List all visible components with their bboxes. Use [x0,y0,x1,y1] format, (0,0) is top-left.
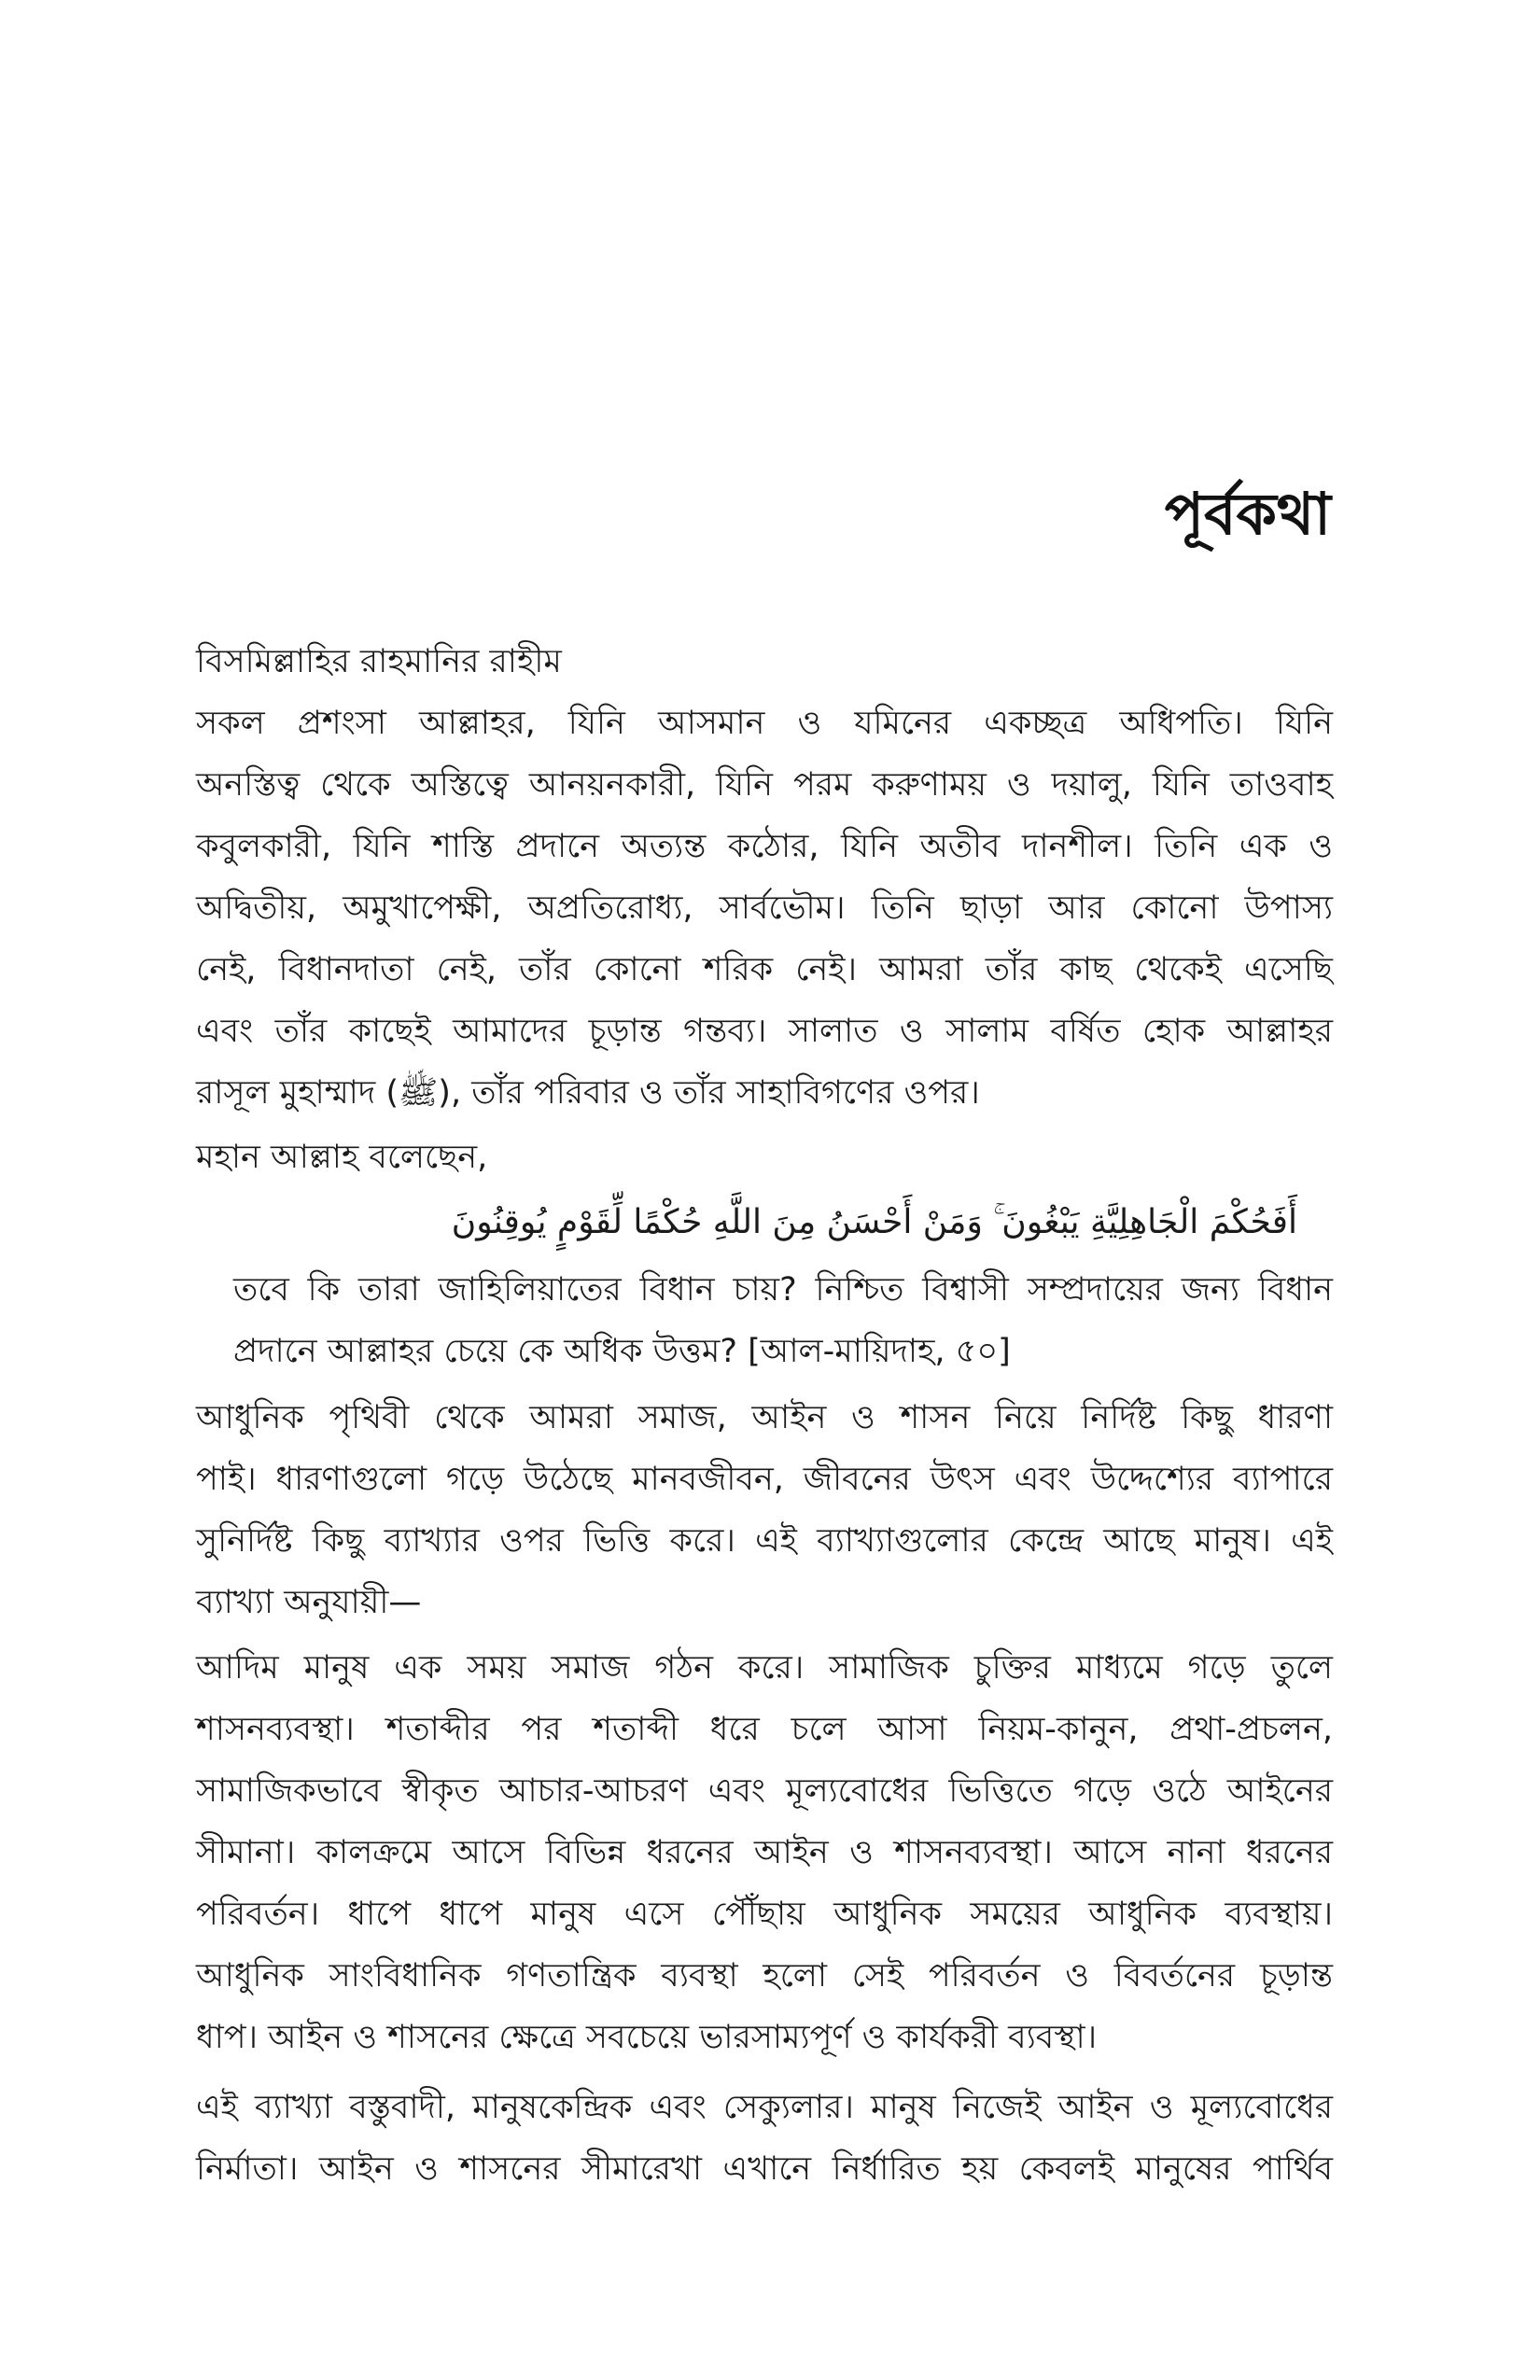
paragraph-3-line: পরিবর্তন। ধাপে ধাপে মানুষ এসে পৌঁছায় আধুনিক সময়ের আধুনিক ব্যবস্থায়। [196,1896,1333,1933]
bismillah-line: বিসমিল্লাহির রাহমানির রাহীম [196,643,562,680]
paragraph-1-line: অদ্বিতীয়, অমুখাপেক্ষী, অপ্রতিরোধ্য, সার্বভৌম। তিনি ছাড়া আর কোনো উপাস্য [196,889,1333,927]
paragraph-2-line: সুনির্দিষ্ট কিছু ব্যাখ্যার ওপর ভিত্তি করে। এই ব্যাখ্যাগুলোর কেন্দ্রে আছে মানুষ। এই [196,1522,1333,1560]
paragraph-3-line: সামাজিকভাবে স্বীকৃত আচার-আচরণ এবং মূল্যবোধের ভিত্তিতে গড়ে ওঠে আইনের [196,1772,1333,1810]
paragraph-3-line: আদিম মানুষ এক সময় সমাজ গঠন করে। সামাজিক চুক্তির মাধ্যমে গড়ে তুলে [196,1649,1333,1687]
page-title: পূর্বকথা [1164,480,1331,548]
paragraph-1-line: কবুলকারী, যিনি শাস্তি প্রদানে অত্যন্ত কঠোর, যিনি অতীব দানশীল। তিনি এক ও [196,828,1333,865]
translation-line: প্রদানে আল্লাহর চেয়ে কে অধিক উত্তম? [আল-মায়িদাহ, ৫০] [233,1333,1011,1370]
paragraph-2-line: পাই। ধারণাগুলো গড়ে উঠেছে মানবজীবন, জীবনের উৎস এবং উদ্দেশ্যের ব্যাপারে [196,1461,1333,1498]
paragraph-3-line: ধাপ। আইন ও শাসনের ক্ষেত্রে সবচেয়ে ভারসাম্যপূর্ণ ও কার্যকরী ব্যবস্থা। [196,2019,1098,2056]
paragraph-1-line: অনস্তিত্ব থেকে অস্তিত্বে আনয়নকারী, যিনি পরম করুণাময় ও দয়ালু, যিনি তাওবাহ [196,766,1333,804]
translation-line: তবে কি তারা জাহিলিয়াতের বিধান চায়? নিশ্চিত বিশ্বাসী সম্প্রদায়ের জন্য বিধান [233,1271,1333,1309]
paragraph-3-line: শাসনব্যবস্থা। শতাব্দীর পর শতাব্দী ধরে চলে আসা নিয়ম-কানুন, প্রথা-প্রচলন, [196,1711,1333,1748]
paragraph-2-line: আধুনিক পৃথিবী থেকে আমরা সমাজ, আইন ও শাসন নিয়ে নির্দিষ্ট কিছু ধারণা [196,1399,1333,1436]
paragraph-2-line: ব্যাখ্যা অনুযায়ী— [196,1584,422,1621]
arabic-verse: أَفَحُكْمَ الْجَاهِلِيَّةِ يَبْغُونَ ۚ وَمَنْ أَحْسَنُ مِنَ اللَّهِ حُكْمًا لِّقَوْمٍ يُوقِنُونَ [451,1203,1297,1241]
paragraph-3-line: সীমানা। কালক্রমে আসে বিভিন্ন ধরনের আইন ও শাসনব্যবস্থা। আসে নানা ধরনের [196,1834,1333,1871]
paragraph-4-line: এই ব্যাখ্যা বস্তুবাদী, মানুষকেন্দ্রিক এবং সেক্যুলার। মানুষ নিজেই আইন ও মূল্যবোধের [196,2089,1333,2126]
paragraph-1-line: নেই, বিধানদাতা নেই, তাঁর কোনো শরিক নেই। আমরা তাঁর কাছ থেকেই এসেছি [196,951,1333,988]
paragraph-3-line: আধুনিক সাংবিধানিক গণতান্ত্রিক ব্যবস্থা হলো সেই পরিবর্তন ও বিবর্তনের চূড়ান্ত [196,1957,1333,1995]
paragraph-1-line: রাসূল মুহাম্মাদ (ﷺ), তাঁর পরিবার ও তাঁর সাহাবিগণের ওপর। [196,1074,980,1112]
paragraph-1-line: এবং তাঁর কাছেই আমাদের চূড়ান্ত গন্তব্য। সালাত ও সালাম বর্ষিত হোক আল্লাহর [196,1013,1333,1050]
quote-intro: মহান আল্লাহ বলেছেন, [196,1139,488,1176]
paragraph-1-line: সকল প্রশংসা আল্লাহর, যিনি আসমান ও যমিনের একচ্ছত্র অধিপতি। যিনি [196,705,1333,742]
paragraph-4-line: নির্মাতা। আইন ও শাসনের সীমারেখা এখানে নির্ধারিত হয় কেবলই মানুষের পার্থিব [196,2150,1333,2188]
